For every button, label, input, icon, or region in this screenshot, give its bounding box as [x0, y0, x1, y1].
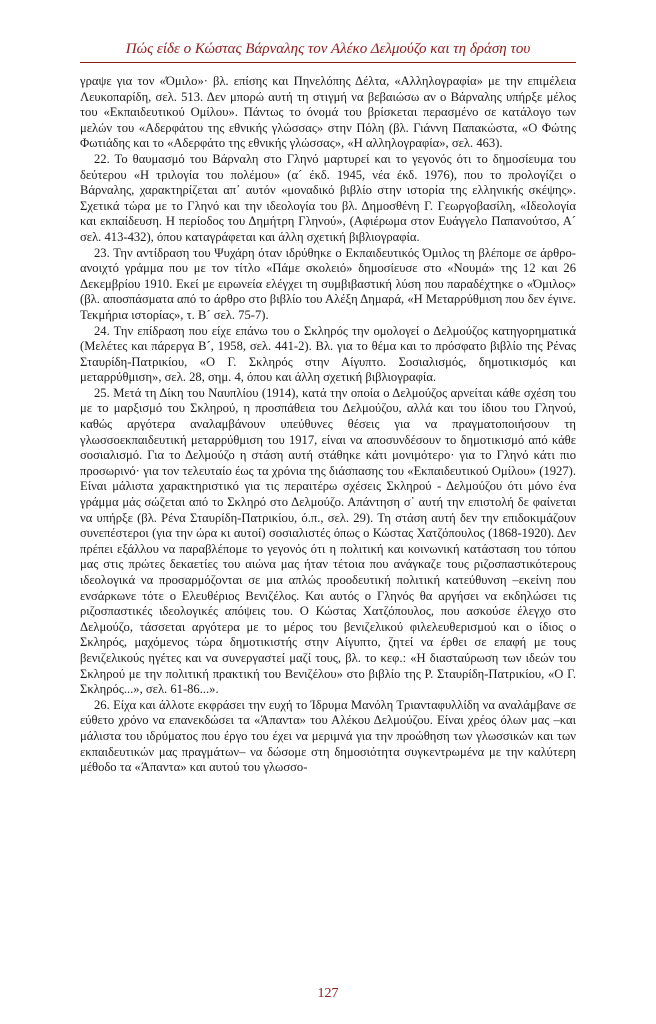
footnote-21-continuation: γραψε για τον «Όμιλο»· βλ. επίσης και Πηνελόπης Δέλτα, «Αλληλογραφία» με την επιμέλεια Λευκοπαρίδη, σελ. 513. Δεν μπορώ αυτή τη στιγμή να βεβαιώσω αν ο Βάρναλης υπήρξε μέλος του «Εκπαιδευτικού Ομίλου». Πάντως το όνομά του βρίσκεται περασμένο σε κατάλογο των μελών του «Αδερφάτου της εθνικής γλώσσας» στην Πόλη (βλ. Γιάννη Παπακώστα, «Ο Φώτης Φωτιάδης και το «Αδερφάτο της εθνικής γλώσσας», «Η αλληλογραφία», σελ. 463). — [80, 74, 576, 151]
page-number: 127 — [317, 986, 339, 1001]
footnote-23: 23. Την αντίδραση του Ψυχάρη όταν ιδρύθηκε ο Εκπαιδευτικός Όμιλος τη βλέπομε σε άρθρο-ανοιχτό γράμμα που με τον τίτλο «Πάμε σκολειό» δημοσίευσε στο «Νουμά» της 12 και 26 Δεκεμβρίου 1910. Εκεί με ειρωνεία ελέγχει τη συμβιβαστική λύση που παραδέχτηκε ο «Όμιλος» (βλ. αποσπάσματα από το άρθρο στο βιβλίο του Αλέξη Δημαρά, «Η Μεταρρύθμιση που δεν έγινε. Τεκμήρια ιστορίας», τ. Β´ σελ. 75-7). — [80, 245, 577, 322]
footnote-22: 22. Το θαυμασμό του Βάρναλη στο Γληνό μαρτυρεί και το γεγονός ότι το δημοσίευμα του δεύτερου «Η τριλογία του πολέμου» (α´ έκδ. 1945, νέα έκδ. 1976), που το προλογίζει ο Βάρναλης, χαρακτηρίζεται απ᾽ αυτόν «μοναδικό βιβλίο στην ιστορία της ελληνικής σκέψης». Σχετικά τώρα με το Γληνό και την ιδεολογία του βλ. Δημοσθένη Γ. Γεωργοβασίλη, «Ιδεολογία και εκπαίδευση. Η περίοδος του Δημήτρη Γληνού», (Αφιέρωμα στον Ευάγγελο Παπανούτσο, Α´ σελ. 413-432), όπου καταγράφεται και άλλη σχετική βιβλιογραφία. — [80, 151, 576, 244]
footnote-24: 24. Την επίδραση που είχε επάνω του ο Σκληρός την ομολογεί ο Δελμούζος κατηγορηματικά (Μελέτες και πάρεργα Β´, 1958, σελ. 441-2). Βλ. για το θέμα και το πρόσφατο βιβλίο της Ρένας Σταυρίδη-Πατρικίου, «Ο Γ. Σκληρός στην Αίγυπτο. Σοσιαλισμός, δημοτικισμός και μεταρρύθμιση», σελ. 28, σημ. 4, όπου και άλλη σχετική βιβλιογραφία. — [80, 323, 576, 385]
footnote-26: 26. Είχα και άλλοτε εκφράσει την ευχή το Ίδρυμα Μανόλη Τριανταφυλλίδη να αναλάμβανε σε εύθετο χρόνο να επανεκδώσει τα «Άπαντα» του Αλέκου Δελμούζου. Είναι χρέος όλων μας –και μάλιστα του ιδρύματος που έργο του έχει να μεριμνά για την προώθηση των γλωσσικών και των εκπαιδευτικών μας πραγμάτων– να δώσομε στη δημοσιότητα συγκεντρωμένα με την καλύτερη μέθοδο τα «Άπαντα» και αυτού του γλωσσο- — [80, 697, 576, 775]
running-head: Πώς είδε ο Κώστας Βάρναλης τον Αλέκο Δελμούζο και τη δράση του — [80, 40, 576, 63]
footnotes-body — [80, 74, 576, 776]
footnote-25: 25. Μετά τη Δίκη του Ναυπλίου (1914), κατά την οποία ο Δελμούζος αρνείται κάθε σχέση του με το μαρξισμό του Σκληρού, η προσπάθεια του Δελμούζου, αλλά και του ίδιου του Γληνού, καθώς αργότερα αναλαμβάνουν υπεύθυνες θέσεις για να πραγματοποιήσουν τη γλωσσοεκπαιδευτική μεταρρύθμιση του 1917, είναι να αποσυνδέσουν το δημοτικισμό από κάθε σοσιαλισμό. Για το Δελμούζο η στάση αυτή στάθηκε κάτι μονιμότερο· για το Γληνό κάτι πιο προσωρινό· για τον τελευταίο έως τα χρόνια της διάσπασης του «Εκπαιδευτικού Ομίλου» (1927). Είναι μάλιστα χαρακτηριστικό για τις περαιτέρω σχέσεις Σκληρού - Δελμούζου ότι μόνο ένα γράμμα μάς σώζεται από το Σκληρό στο Δελμούζο. Απάντηση σ᾽ αυτή την επιστολή δε φαίνεται να υπήρξε (βλ. Ρένα Σταυρίδη-Πατρικίου, ό.π., σελ. 29). Τη στάση αυτή δεν την επιδοκιμάζουν συνεπέστεροι (για την ώρα κι αυτοί) σοσιαλιστές όπως ο Κώστας Χατζόπουλος (1868-1920). Δεν πρέπει εξάλλου να παραβλέπομε το γεγονός ότι η πολιτική και κοινωνική κατάσταση του τόπου μας στις πρώτες δεκαετίες του αιώνα μας ήταν τέτοια που ανάγκαζε τους ριζοσπαστικότερους ιδεολογικά να προσαρμόζονται σε μια απλώς προοδευτική πολιτική κατεύθυνση –εκείνη που ενσάρκωνε τότε ο Ελευθέριος Βενιζέλος. Και αυτός ο Γληνός θα αργήσει να εκδηλώσει τις ριζοσπαστικές ιδεολογικές απόψεις του. Ο Κώστας Χατζόπουλος, που ασκούσε έλεγχο στο Δελμούζο, τάσσεται αργότερα με το μέρος του βενιζελικού φιλελευθερισμού και ο ίδιος ο Σκληρός, μαχόμενος τώρα δημοτικιστής στην Αίγυπτο, ζητεί να έρθει σε επαφή με τους βενιζελικούς ηγέτες και να συνεργαστεί μαζί τους, βλ. το κεφ.: «Η διασταύρωση των ιδεών του Σκληρού με την πολιτική πρακτική του Βενιζέλου» στο βιβλίο της Ρ. Σταυρίδη-Πατρικίου, «Ο Γ. Σκληρός...», σελ. 61-86...». — [80, 385, 576, 697]
